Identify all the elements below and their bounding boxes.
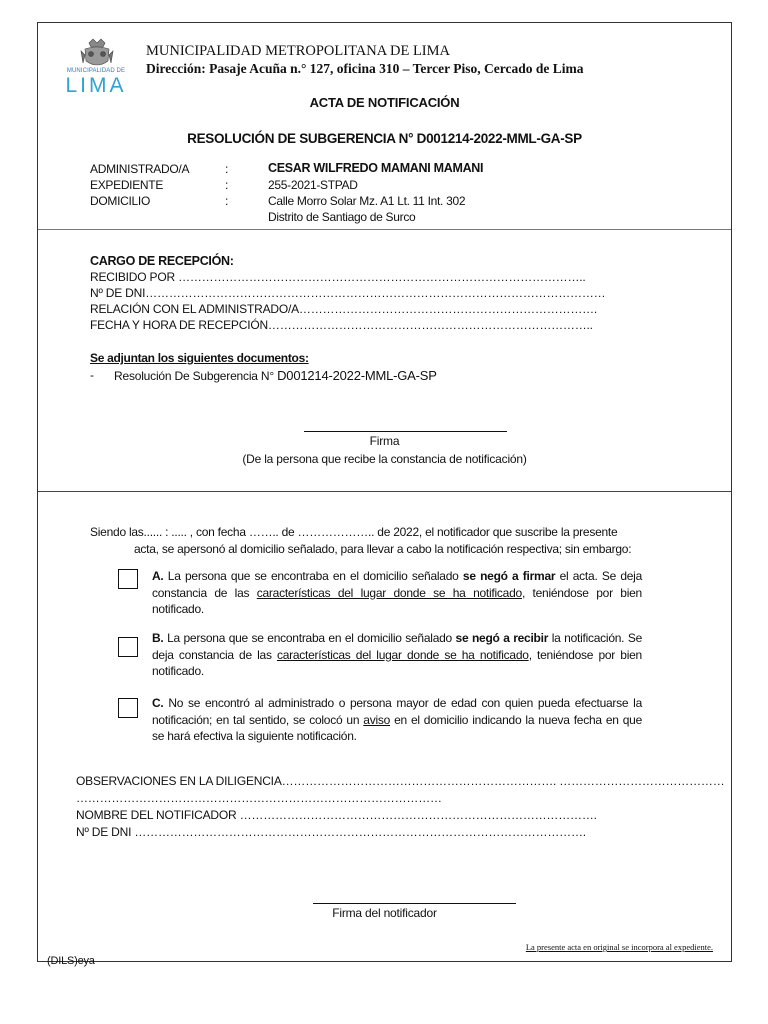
- reception-heading: CARGO DE RECEPCIÓN:: [90, 254, 234, 268]
- option-text: La persona que se encontraba en el domicilio señalado: [163, 631, 456, 645]
- logo-subtitle: MUNICIPALIDAD DE: [66, 68, 126, 74]
- option-letter: C.: [152, 696, 164, 710]
- option-a-text: [152, 568, 642, 618]
- meta-value-administrado: CESAR WILFREDO MAMANI MAMANI: [268, 161, 484, 175]
- option-letter: A.: [152, 569, 164, 583]
- observations-line-2: …………………………………………………………………………………: [76, 791, 442, 805]
- meta-key-administrado: ADMINISTRADO/A: [90, 162, 190, 176]
- receiver-signature-label: Firma: [369, 434, 400, 448]
- option-text: La persona que se encontraba en el domicilio señalado: [163, 569, 463, 583]
- receiver-signature-line: [304, 431, 507, 432]
- notifier-dni-field: Nº DE DNI …………………………………………………………………………………………………….: [76, 825, 586, 839]
- section-divider: [38, 229, 731, 230]
- meta-value-domicilio: Calle Morro Solar Mz. A1 Lt. 11 Int. 302: [268, 194, 466, 208]
- reception-datetime-field: FECHA Y HORA DE RECEPCIÓN………………………………………………………………………..: [90, 318, 593, 332]
- intro-line-2: acta, se apersonó al domicilio señalado, para llevar a cabo la notificación respectiva; sin embargo:: [134, 541, 632, 556]
- intro-line-1: Siendo las...... : ..... , con fecha …….. de ……………….. de 2022, el notificador que suscribe la presente: [90, 525, 618, 539]
- option-text: en el domicilio indicando la nueva fecha en que se hará efectiva la siguiente notificación.: [152, 712, 642, 743]
- document-title: ACTA DE NOTIFICACIÓN: [309, 95, 460, 110]
- initials: (DILS)eya: [47, 955, 95, 967]
- meta-colon: :: [225, 194, 229, 208]
- meta-value-expediente: 255-2021-STPAD: [268, 178, 358, 192]
- option-bold: se negó a recibir: [455, 631, 549, 645]
- option-b-checkbox[interactable]: [118, 637, 138, 657]
- option-text: el acta. Se deja constancia de las: [152, 569, 643, 600]
- attached-doc-item: [114, 368, 437, 383]
- attached-doc-dash: -: [90, 368, 94, 382]
- document-frame: [37, 22, 732, 962]
- option-text: , teniéndose por bien notificado.: [152, 647, 642, 678]
- option-underline: características del lugar donde se ha notificado: [256, 585, 522, 600]
- option-b-text: [152, 630, 642, 680]
- received-by-field: RECIBIDO POR …………………………………………………………………………………………..: [90, 270, 586, 284]
- receiver-signature-caption: (De la persona que recibe la constancia de notificación): [242, 452, 527, 466]
- notification-intro: [90, 524, 644, 557]
- municipality-logo: [53, 37, 139, 97]
- option-underline: características del lugar donde se ha notificado: [276, 647, 529, 662]
- notifier-signature-line: [313, 903, 516, 904]
- resolution-title: RESOLUCIÓN DE SUBGERENCIA N° D001214-2022-MML-GA-SP: [187, 131, 582, 146]
- option-underline: aviso: [363, 712, 391, 727]
- institution-name: MUNICIPALIDAD METROPOLITANA DE LIMA: [146, 43, 451, 59]
- option-bold: se negó a firmar: [462, 569, 556, 583]
- dni-field: Nº DE DNI………………………………………………………………………………………………………: [90, 286, 606, 300]
- logo-title: LIMA: [65, 74, 127, 97]
- attached-doc-prefix: Resolución De Subgerencia N°: [114, 369, 274, 383]
- meta-key-expediente: EXPEDIENTE: [90, 178, 164, 192]
- option-letter: B.: [152, 631, 164, 645]
- option-a-checkbox[interactable]: [118, 569, 138, 589]
- notifier-signature-label: Firma del notificador: [332, 906, 437, 920]
- option-text: , teniéndose por bien notificado.: [152, 585, 642, 616]
- footnote: La presente acta en original se incorpora al expediente.: [525, 942, 713, 952]
- meta-key-domicilio: DOMICILIO: [90, 194, 150, 208]
- meta-colon: :: [225, 178, 229, 192]
- meta-colon: :: [225, 162, 229, 176]
- option-c-text: [152, 695, 642, 745]
- option-text: la notificación. Se deja constancia de las: [152, 631, 643, 662]
- section-divider: [38, 491, 731, 492]
- attached-doc-code: D001214-2022-MML-GA-SP: [277, 368, 437, 383]
- institution-address: Dirección: Pasaje Acuña n.° 127, oficina 310 – Tercer Piso, Cercado de Lima: [146, 61, 584, 76]
- observations-line-1: OBSERVACIONES EN LA DILIGENCIA……………………………………………………………. ……………………………………: [76, 774, 725, 788]
- relation-field: RELACIÓN CON EL ADMINISTRADO/A………………………………………………………………….: [90, 302, 598, 316]
- option-text: No se encontró al administrado o persona mayor de edad con quien pueda efectuarse la notificación; en tal sentido, se colocó un: [152, 696, 642, 727]
- meta-value-distrito: Distrito de Santiago de Surco: [268, 210, 416, 224]
- attached-docs-heading: Se adjuntan los siguientes documentos:: [90, 351, 309, 365]
- notifier-name-field: NOMBRE DEL NOTIFICADOR ……………………………………………………………………………….: [76, 808, 597, 822]
- option-c-checkbox[interactable]: [118, 698, 138, 718]
